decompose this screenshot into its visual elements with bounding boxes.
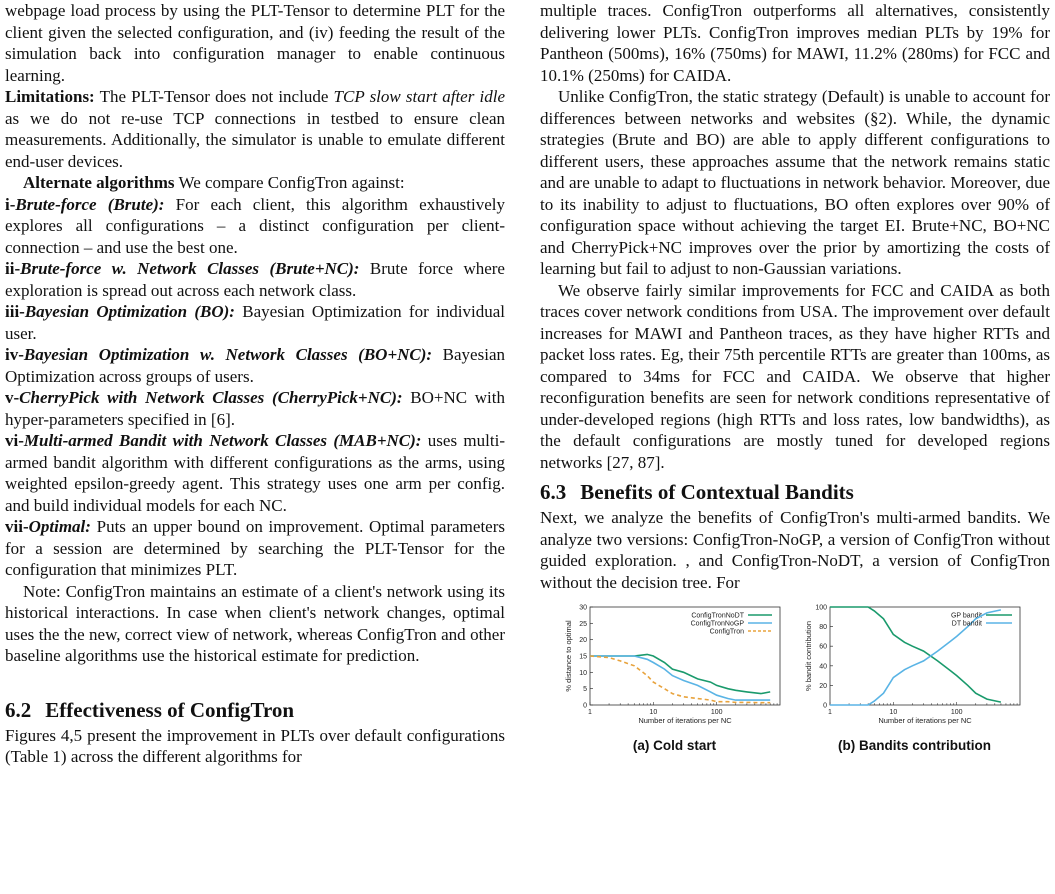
item-name: Brute-force (Brute): [15, 194, 165, 214]
item-text: For each client, this algorithm exhaustively explores all configurations – a distinct configuration per client-connection – and use the best one. [5, 194, 505, 257]
figure-row [540, 601, 1050, 761]
item-number: v- [5, 388, 20, 407]
y-tick-label: 0 [583, 702, 587, 710]
text-span: We compare ConfigTron against: [174, 173, 405, 192]
algorithm-item [5, 258, 505, 301]
algorithm-item [5, 194, 505, 259]
item-name: CherryPick with Network Classes (CherryPick+NC): [19, 388, 403, 407]
item-name: Multi-armed Bandit with Network Classes (MAB+NC): [23, 431, 422, 450]
x-tick-label: 1 [828, 709, 832, 716]
y-axis-label: % bandit contribution [804, 620, 813, 692]
algorithm-item [5, 430, 505, 516]
left-column [5, 0, 505, 768]
alt-algorithms-paragraph [5, 172, 505, 194]
y-tick-label: 40 [819, 663, 827, 671]
bandit-contribution-chart [802, 601, 1027, 731]
right-column [540, 0, 1050, 761]
y-tick-label: 15 [579, 653, 587, 661]
paragraph: Unlike ConfigTron, the static strategy (Default) is unable to account for differences between networks and websites (§2). While, the dynamic strategies (Brute and BO) are able to apply different configurations to different users, these approaches assume that the network remains static and are unable to adapt to fluctuations in network behavior. Moreover, due to its inability to adjust to fluctuations, BO often explores over 90% of configuration space without achieving the target EI. Brute+NC, BO+NC and CherryPick+NC improves over the prior by amortizing the costs of learning but fail to adjust to non-Gaussian variations. [540, 87, 1050, 278]
x-tick-label: 100 [710, 709, 723, 716]
item-text: Puts an upper bound on improvement. Optimal parameters for a session are determined by searching the PLT-Tensor for the configuration that minimizes PLT. [5, 517, 505, 579]
figure-caption: (a) Cold start [632, 738, 717, 753]
figure-bandits-contribution [802, 601, 1027, 753]
y-tick-label: 30 [579, 604, 587, 612]
x-tick-label: 10 [889, 709, 898, 716]
paragraph: Next, we analyze the benefits of ConfigTron's multi-armed bandits. We analyze two versions: ConfigTron-NoGP, a version of ConfigTron without guided exploration. , and ConfigTron-NoDT, a version of ConfigTron without the decision tree. For [540, 508, 1050, 592]
plot-frame [830, 607, 1020, 705]
legend-label: ConfigTron [709, 628, 744, 636]
algorithm-item [5, 301, 505, 344]
x-axis-label: Number of iterations per NC [638, 716, 732, 725]
text-span: as we do not re-use TCP connections in testbed to ensure clean measurements. Additionally, the simulator is unable to emulate different end-user devices. [5, 108, 505, 171]
y-tick-label: 20 [819, 682, 827, 690]
paragraph: We observe fairly similar improvements for FCC and CAIDA as both traces cover network conditions from USA. The improvement over default increases for MAWI and Pantheon traces, as they have higher RTTs and packet loss rates. Eg, their 75th percentile RTTs are greater than 100ms, as compared to 34ms for FCC and CAIDA. We observe that higher reconfiguration benefits are seen for network conditions representative of under-developed regions (high RTTs and loss rates, low bandwidths), as the default configurations are mostly tuned for developed regions networks [27, 87]. [540, 280, 1050, 472]
legend-label: DT bandit [951, 620, 982, 628]
section-number: 6.2 [5, 697, 32, 722]
y-axis-label: % distance to optimal [564, 620, 573, 692]
series-line-configtronnodt [590, 654, 770, 693]
x-tick-label: 100 [950, 709, 963, 716]
x-axis-label: Number of iterations per NC [878, 716, 972, 725]
item-number: iii- [5, 302, 25, 321]
italic-term: TCP slow start after idle [333, 87, 506, 106]
legend-label: ConfigTronNoGP [690, 620, 744, 628]
item-number: iv- [5, 345, 24, 364]
algorithm-list [5, 194, 505, 581]
item-name: Optimal: [28, 517, 91, 536]
algorithm-item [5, 516, 505, 581]
item-number: ii- [5, 259, 21, 278]
y-tick-label: 80 [819, 624, 827, 632]
figure-caption: (b) Bandits contribution [838, 738, 991, 753]
section-number: 6.3 [540, 480, 567, 504]
legend-label: GP bandit [950, 612, 982, 620]
y-tick-label: 20 [579, 637, 587, 645]
item-number: vii- [5, 517, 29, 536]
legend-label: ConfigTronNoDT [691, 612, 744, 620]
alt-algorithms-heading: Alternate algorithms [23, 173, 175, 192]
section-heading [540, 479, 1050, 505]
x-tick-label: 1 [588, 709, 592, 716]
limitations-paragraph [5, 86, 505, 172]
y-tick-label: 100 [815, 604, 827, 612]
item-text: BO+NC with hyper-parameters specified in [6]. [5, 388, 505, 429]
figure-cold-start [562, 601, 787, 753]
y-tick-label: 25 [579, 620, 587, 628]
paragraph: webpage load process by using the PLT-Tensor to determine PLT for the client given the selected configuration, and (iv) feeding the result of the simulation back into configuration manager to enable continuous learning. [5, 1, 505, 85]
item-number: i- [5, 194, 16, 214]
section-title: Effectiveness of ConfigTron [45, 697, 295, 722]
paragraph: Figures 4,5 present the improvement in PLTs over default configurations (Table 1) across the different algorithms for [5, 725, 505, 766]
algorithm-item [5, 387, 505, 430]
item-text: uses multi-armed bandit algorithm with different configurations as the arms, using weighted epsilon-greedy agent. This strategy uses one arm per config. and build individual models for each NC. [5, 431, 505, 515]
item-text: Bayesian Optimization across groups of users. [5, 345, 505, 386]
item-text: Brute force where exploration is spread out across each network class. [5, 259, 505, 300]
text-span: The PLT-Tensor does not include [94, 87, 334, 106]
item-name: Bayesian Optimization (BO): [24, 302, 235, 321]
item-name: Brute-force w. Network Classes (Brute+NC): [20, 259, 360, 278]
y-tick-label: 0 [823, 702, 827, 710]
limitations-label: Limitations: [5, 87, 95, 106]
note-paragraph: Note: ConfigTron maintains an estimate of a client's network using its historical interactions. In case when client's network changes, optimal uses the the new, correct view of network, whereas ConfigTron and other baseline algorithms use the historical estimate for prediction. [5, 581, 505, 665]
item-text: Bayesian Optimization for individual user. [5, 302, 506, 343]
cold-start-chart [562, 601, 787, 731]
item-name: Bayesian Optimization w. Network Classes (BO+NC): [23, 345, 433, 364]
paragraph: multiple traces. ConfigTron outperforms all alternatives, consistently delivering lower PLTs. ConfigTron improves median PLTs by 19% for Pantheon (500ms), 16% (750ms) for MAWI, 11.2% (280ms) for FCC and 10.1% (250ms) for CAIDA. [540, 1, 1050, 85]
section-title: Benefits of Contextual Bandits [580, 480, 854, 504]
section-heading [5, 697, 505, 723]
item-number: vi- [5, 431, 24, 450]
series-line-configtronnogp [590, 656, 770, 700]
x-tick-label: 10 [649, 709, 658, 716]
y-tick-label: 60 [819, 643, 827, 651]
algorithm-item [5, 344, 505, 387]
y-tick-label: 5 [583, 686, 587, 694]
y-tick-label: 10 [579, 669, 587, 677]
